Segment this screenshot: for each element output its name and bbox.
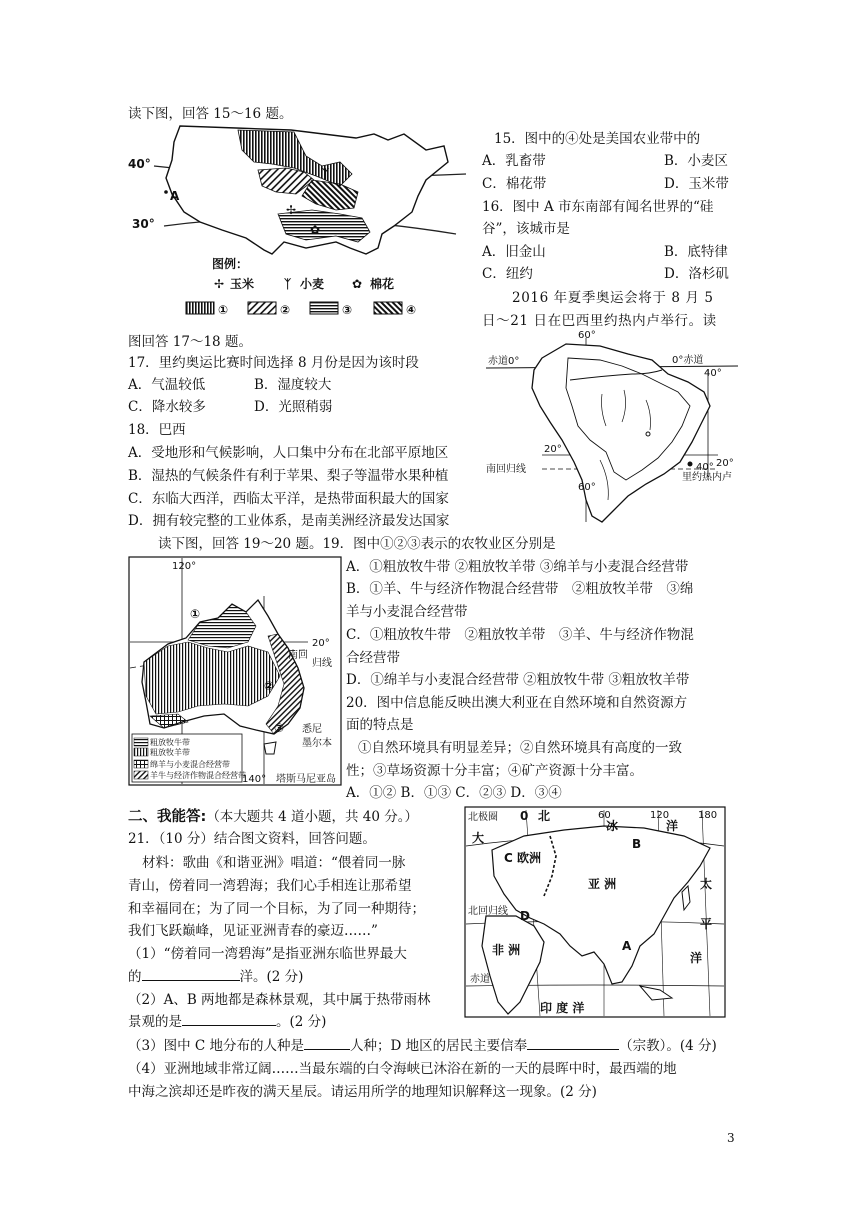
lon-120-label: 120° — [172, 561, 197, 572]
intro-15-16: 读下图，回答 15～16 题。 — [128, 106, 293, 122]
melbourne-label: 墨尔本 — [302, 738, 332, 749]
q21-part3-middle: 人种；D 地区的居民主要信奉 — [350, 1038, 528, 1054]
q21-part3-prefix: （3）图中 C 地分布的人种是 — [128, 1038, 305, 1054]
rio-label: 里约热内卢 — [682, 472, 732, 483]
equator-label: 赤道 — [470, 974, 490, 985]
indian-ocean-label: 印 度 洋 — [540, 1001, 585, 1015]
lon-60-bottom-label: 60° — [578, 482, 596, 493]
cotton-symbol-icon: ✿ — [310, 223, 321, 237]
q20-stem-line1: 20．图中信息能反映出澳大利亚在自然环境和自然资源方 — [346, 695, 688, 711]
q18-option-c: C．东临大西洋，西临太平洋，是热带面积最大的国家 — [128, 491, 449, 507]
q21-part4-line2: 中海之滨却还是昨夜的满天星辰。请运用所学的地理知识解释这一现象。(2 分) — [128, 1084, 597, 1100]
lon-140-label: 140° — [242, 774, 267, 785]
q21-part2-line2 — [128, 1011, 326, 1033]
lon-60-label: 60 — [598, 810, 611, 821]
intro-19-20: 读下图，回答 19～20 题。19．图中①②③表示的农牧业区分别是 — [158, 536, 556, 552]
q19-option-b-line2: 羊与小麦混合经营带 — [346, 604, 468, 620]
q21-part2-prefix: 景观的是 — [128, 1014, 182, 1030]
legend-sheep: 粗放牧羊带 — [150, 748, 190, 757]
section2-note: （本大题共 4 道小题，共 40 分。） — [206, 809, 418, 825]
point-a-label: A — [622, 939, 632, 953]
zone-label-1: ① — [190, 607, 201, 621]
lon-0-label: 0 — [520, 809, 529, 823]
legend-wheat-icon: ᛉ — [284, 277, 292, 291]
bing-label: 冰 — [606, 819, 619, 833]
section2-title: 二、我能答: — [128, 809, 207, 825]
europe-label: C 欧洲 — [504, 851, 541, 865]
q15-option-d: D．玉米带 — [664, 176, 729, 192]
lat-30-label: 30° — [132, 217, 155, 231]
asia-label: 亚 洲 — [588, 877, 617, 891]
q21-material-line4: 我们飞跃巅峰，见证亚洲青春的豪迈……” — [128, 923, 378, 939]
olympics-line1: 2016 年夏季奥运会将于 8 月 5 — [512, 290, 714, 306]
arctic-label: 北极圈 — [468, 812, 498, 823]
q16-stem-line2: 谷”，该城市是 — [482, 221, 570, 237]
section2-heading — [128, 806, 418, 828]
lat-20-right-label: 20° — [716, 458, 734, 469]
zone-label-3: ③ — [274, 721, 285, 735]
q18-option-d: D．拥有较完整的工业体系，是南美洲经济最发达国家 — [128, 513, 450, 529]
q21-part1-line1: （1）“傍着同一湾碧海”是指亚洲东临世界最大 — [128, 946, 407, 962]
asia-map — [464, 806, 726, 1018]
legend-swatch-sheep-wheat — [134, 760, 148, 768]
q20-statements-line2: 性；③草场资源十分丰富；④矿产资源十分丰富。 — [346, 763, 643, 779]
olympics-line2: 日～21 日在巴西里约热内卢举行。读 — [482, 313, 717, 329]
q21-material-line2: 青山，傍着同一湾碧海；我们心手相连让那希望 — [128, 878, 412, 894]
legend-swatch-mixed — [134, 771, 148, 779]
q15-option-a: A．乳畜带 — [482, 153, 546, 169]
legend-num-2: ② — [280, 303, 291, 317]
wheat-symbol-icon: ᛉ — [322, 167, 330, 181]
q15-option-c: C．棉花带 — [482, 176, 547, 192]
q19-option-c-line2: 合经营带 — [346, 650, 400, 666]
tropic-label: 南回归线 — [486, 464, 526, 475]
africa-outline — [482, 916, 544, 1014]
tropic-label: 北回归线 — [468, 906, 508, 917]
q21-part1-prefix: 的 — [128, 969, 142, 985]
legend-sheep-wheat: 绵羊与小麦混合经营带 — [150, 760, 230, 769]
q18-option-b: B．湿热的气候条件有利于苹果、梨子等温带水果种植 — [128, 468, 449, 484]
q20-choices: A．①② B．①③ C．②③ D．③④ — [346, 785, 562, 801]
equator-label-left: 赤道0° — [488, 356, 520, 367]
q17-option-a: A．气温较低 — [128, 377, 206, 393]
legend-corn-icon: ✢ — [214, 277, 225, 291]
legend-swatch-4 — [374, 302, 402, 314]
legend-swatch-2 — [248, 302, 276, 314]
q21-material-line3: 和幸福同在；为了同一个目标，为了同一种期待； — [128, 901, 425, 917]
q19-option-a: A．①粗放牧牛带 ②粗放牧羊带 ③绵羊与小麦混合经营带 — [346, 559, 689, 575]
point-b-label: B — [632, 837, 642, 851]
q20-statements-line1: ①自然环境具有明显差异；②自然环境具有高度的一致 — [358, 740, 682, 756]
lat-20-label: 20° — [312, 638, 330, 649]
q21-part4-line1: （4）亚洲地域非常辽阔……当最东端的白令海峡已沐浴在新的一天的晨晖中时，最西端的地 — [128, 1061, 677, 1077]
answer-blank-religion[interactable] — [527, 1035, 619, 1050]
legend-mixed: 羊牛与经济作物混合经营带 — [150, 771, 246, 780]
q18-stem: 18．巴西 — [128, 422, 186, 438]
olympics-line3: 图回答 17～18 题。 — [128, 334, 252, 350]
australia-map — [128, 556, 342, 786]
q16-stem-line1: 16．图中 A 市东南部有闻名世界的“硅 — [482, 199, 714, 215]
q17-option-b: B．湿度较大 — [254, 377, 332, 393]
q17-stem: 17．里约奥运比赛时间选择 8 月份是因为该时段 — [128, 355, 419, 371]
tasmania-shape — [264, 742, 276, 754]
q16-option-b: B．底特律 — [664, 244, 728, 260]
tropic-label-a: 南回 — [288, 650, 308, 661]
lat-40-label: 40° — [128, 157, 151, 171]
lon-180-label: 180 — [698, 810, 718, 821]
da-label: 大 — [472, 831, 485, 845]
legend-num-1: ① — [218, 303, 229, 317]
q21-part2-line1: （2）A、B 两地都是森林景观，其中属于热带雨林 — [128, 992, 431, 1008]
q21-part3 — [128, 1035, 717, 1057]
yang-label: 洋 — [666, 819, 679, 833]
q21-part3-suffix: （宗教）。(4 分) — [619, 1038, 717, 1054]
legend-cattle: 粗放牧牛带 — [150, 738, 190, 747]
point-d-label: D — [520, 909, 530, 923]
lat-20-label: 20° — [544, 444, 562, 455]
lon-40-bottom-label: 40° — [696, 462, 714, 473]
ping-label: 平 — [700, 917, 713, 931]
capital-dot — [646, 432, 650, 436]
q20-stem-line2: 面的特点是 — [346, 717, 414, 733]
sydney-label: 悉尼 — [302, 724, 322, 735]
usa-agriculture-map — [126, 122, 472, 327]
q15-option-b: B．小麦区 — [664, 153, 728, 169]
equator-label-right: 0°赤道 — [672, 355, 704, 366]
q21-part1-line2 — [128, 966, 303, 988]
tropic-label-b: 归线 — [312, 658, 332, 669]
zone-label-2: ② — [264, 679, 275, 693]
legend-swatch-sheep — [134, 748, 148, 756]
yang2-label: 洋 — [690, 951, 703, 965]
city-a-label: A — [170, 189, 180, 203]
tasmania-label: 塔斯马尼亚岛 — [276, 774, 336, 785]
q17-option-c: C．降水较多 — [128, 399, 206, 415]
legend-wheat: 小麦 — [300, 277, 325, 291]
indonesia-shape — [640, 986, 672, 1000]
q18-option-a: A．受地形和气候影响，人口集中分布在北部平原地区 — [128, 445, 449, 461]
city-a-dot — [164, 190, 168, 194]
legend-swatch-1 — [186, 302, 214, 314]
lon-40-label: 40° — [704, 368, 722, 379]
q19-option-d: D．①绵羊与小麦混合经营带 ②粗放牧牛带 ③粗放牧羊带 — [346, 672, 690, 688]
lon-120-label: 120 — [650, 810, 670, 821]
q19-option-b-line1: B．①羊、牛与经济作物混合经营带 ②粗放牧羊带 ③绵 — [346, 581, 694, 597]
south-america-outline — [532, 344, 710, 522]
q21-stem: 21．（10 分）结合图文资料，回答问题。 — [128, 831, 376, 847]
corn-symbol-icon: ✢ — [286, 203, 297, 217]
q15-stem: 15．图中的④处是美国农业带中的 — [494, 131, 701, 147]
legend-cotton-icon: ✿ — [352, 277, 363, 291]
lon-60-label: 60° — [578, 330, 596, 341]
legend-num-3: ③ — [342, 303, 353, 317]
legend-title: 图例： — [212, 257, 249, 271]
answer-blank-race[interactable] — [304, 1035, 350, 1050]
legend-cotton: 棉花 — [370, 277, 395, 291]
q21-material-line1: 材料：歌曲《和谐亚洲》唱道：“偎着同一脉 — [142, 855, 406, 871]
legend-num-4: ④ — [406, 303, 417, 317]
north-label: 北 — [538, 809, 551, 823]
legend-corn: 玉米 — [230, 277, 255, 291]
brazil-map — [482, 330, 742, 526]
page-number: 3 — [727, 1131, 735, 1145]
q21-part1-suffix: 洋。(2 分) — [239, 969, 304, 985]
africa-label: 非 洲 — [492, 943, 521, 957]
q19-option-c-line1: C．①粗放牧牛带 ②粗放牧羊带 ③羊、牛与经济作物混 — [346, 627, 694, 643]
q17-option-d: D．光照稍弱 — [254, 399, 333, 415]
legend-swatch-cattle — [134, 738, 148, 746]
q21-part2-suffix: 。(2 分) — [276, 1014, 327, 1030]
rio-dot — [688, 462, 693, 467]
q16-option-c: C．纽约 — [482, 266, 533, 282]
q16-option-a: A．旧金山 — [482, 244, 546, 260]
legend-swatch-3 — [310, 302, 338, 314]
answer-blank-rainforest[interactable] — [182, 1011, 276, 1026]
tai-label: 太 — [700, 877, 713, 891]
japan-shape — [682, 886, 690, 910]
answer-blank-ocean[interactable] — [142, 966, 240, 981]
q16-option-d: D．洛杉矶 — [664, 266, 729, 282]
